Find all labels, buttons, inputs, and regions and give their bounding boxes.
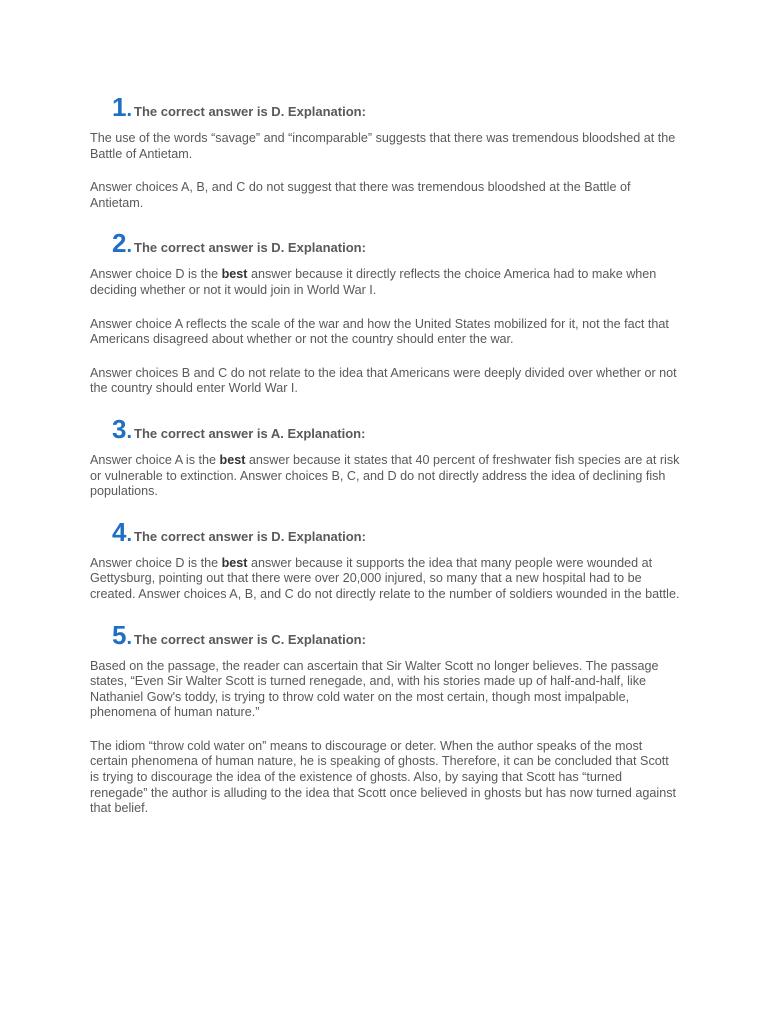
explanation-paragraph: Answer choice A reflects the scale of the war and how the United States mobilized for it, not the fact that Americans disagreed about whether or not the country should enter the war. (90, 316, 669, 347)
question-number: 5 (112, 619, 127, 650)
question-4 (90, 518, 680, 603)
question-number: 1 (112, 92, 127, 122)
question-3 (90, 415, 680, 500)
question-header (90, 518, 680, 550)
number-dot: . (126, 420, 133, 443)
number-dot: . (126, 235, 133, 258)
explanation-paragraph: Based on the passage, the reader can ascertain that Sir Walter Scott no longer believes. The passage states, “Even Sir Walter Scott is turned renegade, and, with his stories made up of half-and-half, like Nathaniel Gow's toddy, is trying to throw cold water on the most certain, though most impalpable, phenomena of human nature.” (90, 658, 659, 720)
question-header (90, 93, 680, 125)
number-dot: . (126, 626, 133, 649)
explanation-paragraph: Answer choice D is the best answer because it directly reflects the choice America had to make when deciding whether or not it would join in World War I. (90, 267, 657, 297)
question-header (90, 415, 680, 447)
question-header (90, 621, 680, 653)
explanation-paragraph: Answer choices A, B, and C do not suggest that there was tremendous bloodshed at the Battle of Antietam. (90, 180, 631, 210)
answer-explanations-document (90, 93, 680, 835)
explanation-paragraph: Answer choices B and C do not relate to the idea that Americans were deeply divided over whether or not the country should enter World War I. (90, 365, 677, 396)
number-dot: . (126, 99, 133, 121)
question-5 (90, 621, 680, 817)
question-header (90, 229, 680, 261)
question-title: The correct answer is D. Explanation: (134, 528, 366, 544)
explanation-paragraph: The idiom “throw cold water on” means to discourage or deter. When the author speaks of the most certain phenomena of human nature, he is speaking of ghosts. Therefore, it can be concluded that Scott is trying to discourage the idea of the existence of ghosts. Also, by saying that Scott has “turned renegade” the author is alluding to the idea that Scott once believed in ghosts but has now turned against that belief. (90, 738, 677, 816)
explanation-paragraph: The use of the words “savage” and “incomparable” suggests that there was tremendous bloodshed at the Battle of Antietam. (90, 131, 676, 161)
question-title: The correct answer is C. Explanation: (134, 631, 366, 647)
question-1 (90, 93, 680, 211)
emphasis-best: best (219, 452, 246, 467)
number-dot: . (126, 523, 133, 546)
explanation-paragraph: Answer choice D is the best answer because it supports the idea that many people were wounded at Gettysburg, pointing out that there were over 20,000 injured, so many that a new hospital had to be created. Answer choices A, B, and C do not directly relate to the number of soldiers wounded in the battle. (90, 555, 680, 601)
question-number: 3 (112, 413, 127, 444)
explanation-paragraph: Answer choice A is the best answer because it states that 40 percent of freshwater fish species are at risk or vulnerable to extinction. Answer choices B, C, and D do not directly address the idea of declining fish populations. (90, 452, 680, 499)
emphasis-best: best (221, 555, 248, 570)
question-title: The correct answer is D. Explanation: (134, 104, 366, 119)
emphasis-best: best (221, 267, 248, 282)
question-number: 4 (112, 516, 127, 547)
question-title: The correct answer is A. Explanation: (134, 425, 366, 441)
question-2 (90, 229, 680, 397)
question-number: 2 (112, 228, 127, 259)
question-title: The correct answer is D. Explanation: (134, 240, 366, 256)
